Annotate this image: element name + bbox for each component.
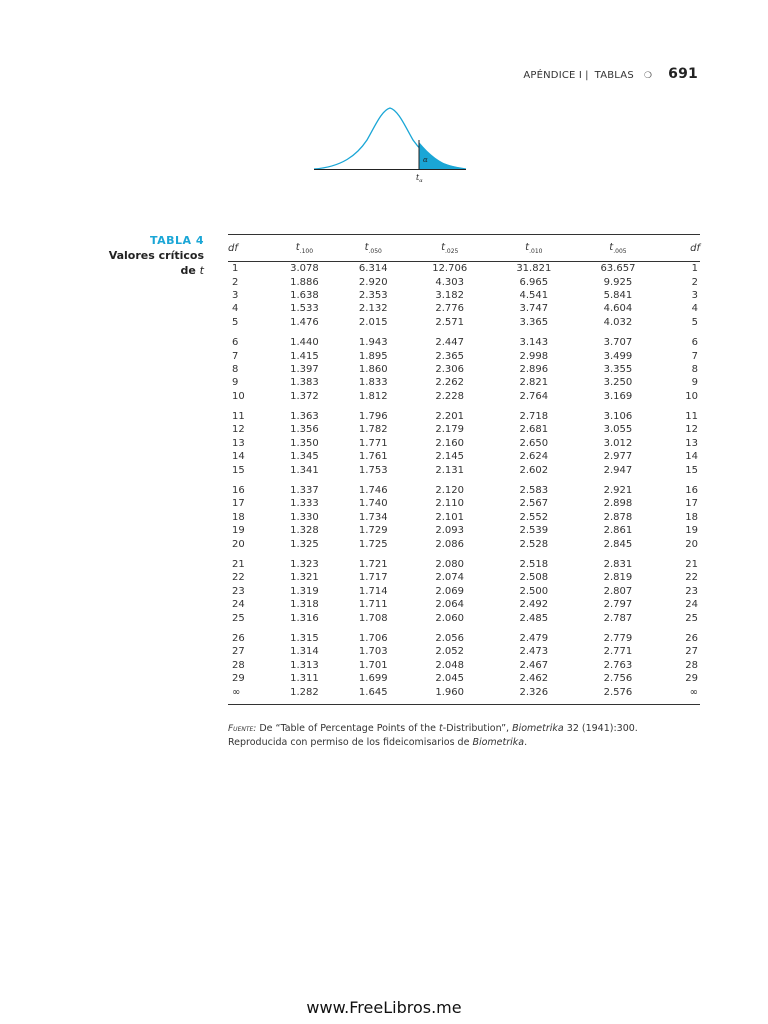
- table-row: [228, 302, 700, 315]
- value-cell: 3.012: [603, 437, 633, 449]
- col-header-df-right: df: [660, 235, 700, 262]
- value-cell: 2.479: [519, 632, 549, 644]
- value-cell: 2.074: [435, 572, 465, 584]
- value-cell: 2.132: [358, 303, 388, 315]
- value-cell: 2.878: [603, 511, 633, 523]
- df-cell: 3: [691, 289, 698, 301]
- df-cell: 11: [232, 411, 245, 423]
- df-cell: 19: [685, 525, 698, 537]
- value-cell: 2.539: [519, 525, 549, 537]
- value-cell: 1.796: [358, 411, 388, 423]
- value-cell: 2.492: [519, 599, 549, 611]
- df-cell: 27: [685, 646, 698, 658]
- separator: |: [585, 70, 589, 81]
- value-cell: 1.282: [270, 685, 339, 704]
- footer-url: www.FreeLibros.me: [306, 998, 462, 1017]
- table-row: [228, 403, 700, 423]
- value-cell: 2.807: [603, 585, 633, 597]
- df-cell: 18: [232, 511, 245, 523]
- table-row: [228, 262, 700, 276]
- value-cell: 2.080: [435, 559, 465, 570]
- value-cell: 1.476: [290, 316, 319, 328]
- value-cell: 1.325: [290, 538, 319, 550]
- df-cell: 17: [232, 498, 245, 510]
- value-cell: 2.179: [435, 424, 465, 436]
- value-cell: 63.657: [600, 263, 636, 275]
- value-cell: 2.571: [435, 316, 465, 328]
- value-cell: 2.262: [435, 377, 465, 389]
- source-note: Fuente: De “Table of Percentage Points of the t-Distribution”, Biometrika 32 (1941):300. Reproducida con permiso de los fideicomisarios de Biometrika.: [228, 723, 638, 748]
- value-cell: 2.576: [576, 685, 660, 704]
- value-cell: 2.048: [435, 659, 465, 671]
- df-cell: ∞: [228, 685, 270, 704]
- value-cell: 2.069: [435, 585, 465, 597]
- value-cell: 2.624: [519, 451, 549, 463]
- df-cell: 15: [232, 464, 245, 476]
- df-cell: 13: [232, 437, 245, 449]
- df-cell: 28: [232, 659, 245, 671]
- df-cell: 4: [691, 303, 698, 315]
- value-cell: 2.467: [519, 659, 549, 671]
- value-cell: 2.462: [519, 673, 549, 685]
- df-cell: 15: [685, 464, 698, 476]
- value-cell: 1.711: [358, 599, 388, 611]
- value-cell: 2.797: [603, 599, 633, 611]
- table-row: [228, 316, 700, 329]
- table-row: [228, 611, 700, 624]
- value-cell: 2.764: [519, 390, 549, 402]
- value-cell: 1.771: [358, 437, 388, 449]
- value-cell: 1.645: [339, 685, 408, 704]
- value-cell: 2.064: [435, 599, 465, 611]
- value-cell: 3.365: [519, 316, 549, 328]
- value-cell: 2.921: [603, 485, 633, 497]
- value-cell: 3.747: [519, 303, 549, 315]
- df-cell: 7: [691, 350, 698, 362]
- value-cell: 1.440: [290, 337, 319, 349]
- value-cell: 31.821: [516, 263, 552, 275]
- t-distribution-figure: [312, 100, 472, 190]
- df-cell: 25: [685, 612, 698, 624]
- value-cell: 1.706: [358, 632, 388, 644]
- value-cell: 2.756: [603, 673, 633, 685]
- value-cell: 1.318: [290, 599, 319, 611]
- value-cell: 6.314: [358, 263, 388, 275]
- value-cell: 1.725: [358, 538, 388, 550]
- value-cell: 1.315: [290, 632, 319, 644]
- value-cell: 2.131: [435, 464, 465, 476]
- table-row: [228, 524, 700, 537]
- value-cell: 2.110: [435, 498, 465, 510]
- table-row: [228, 625, 700, 645]
- df-cell: 16: [232, 485, 245, 497]
- value-cell: 2.326: [492, 685, 576, 704]
- value-cell: 1.337: [290, 485, 319, 497]
- table-row: [228, 685, 700, 704]
- df-cell: 14: [685, 451, 698, 463]
- value-cell: 1.397: [290, 363, 319, 375]
- df-cell: 29: [685, 673, 698, 685]
- value-cell: 1.328: [290, 525, 319, 537]
- value-cell: 1.356: [290, 424, 319, 436]
- value-cell: 2.052: [435, 646, 465, 658]
- value-cell: 2.201: [435, 411, 465, 423]
- df-cell: 8: [691, 363, 698, 375]
- table-row: [228, 511, 700, 524]
- df-cell: 2: [232, 276, 239, 288]
- value-cell: 2.602: [519, 464, 549, 476]
- df-cell: 26: [232, 632, 245, 644]
- df-cell: 5: [232, 316, 239, 328]
- df-cell: 10: [232, 390, 245, 402]
- value-cell: 2.583: [519, 485, 549, 497]
- value-cell: 2.831: [603, 559, 633, 570]
- df-cell: 7: [232, 350, 239, 362]
- df-cell: 13: [685, 437, 698, 449]
- table-row: [228, 672, 700, 685]
- df-cell: 21: [685, 559, 698, 570]
- value-cell: 2.518: [519, 559, 549, 570]
- value-cell: 3.143: [519, 337, 549, 349]
- critical-values-table: [228, 234, 700, 705]
- df-cell: 9: [232, 377, 239, 389]
- value-cell: 2.056: [435, 632, 465, 644]
- df-cell: 8: [232, 363, 239, 375]
- value-cell: 3.707: [603, 337, 633, 349]
- col-header-t050: $t_{.050}$: [339, 235, 408, 262]
- value-cell: 1.319: [290, 585, 319, 597]
- value-cell: 2.228: [435, 390, 465, 402]
- table-title: Valores críticos de t: [108, 249, 204, 277]
- value-cell: 1.333: [290, 498, 319, 510]
- table-row: [228, 349, 700, 362]
- value-cell: 2.898: [603, 498, 633, 510]
- value-cell: 3.106: [603, 411, 633, 423]
- df-cell: 21: [232, 559, 245, 570]
- t-alpha-label: $t_\alpha$: [416, 173, 423, 184]
- table-row: [228, 437, 700, 450]
- df-cell: 19: [232, 525, 245, 537]
- col-header-t010: $t_{.010}$: [492, 235, 576, 262]
- value-cell: 3.250: [603, 377, 633, 389]
- value-cell: 2.508: [519, 572, 549, 584]
- value-cell: 1.330: [290, 511, 319, 523]
- section-label: APÉNDICE I: [523, 70, 583, 81]
- table-row: [228, 551, 700, 571]
- value-cell: 2.306: [435, 363, 465, 375]
- df-cell: 23: [685, 585, 698, 597]
- table-row: [228, 598, 700, 611]
- df-cell: 20: [232, 538, 245, 550]
- value-cell: 2.821: [519, 377, 549, 389]
- df-cell: 24: [232, 599, 245, 611]
- value-cell: 2.101: [435, 511, 465, 523]
- value-cell: 5.841: [603, 289, 633, 301]
- value-cell: 1.960: [408, 685, 492, 704]
- value-cell: 2.567: [519, 498, 549, 510]
- value-cell: 2.718: [519, 411, 549, 423]
- df-cell: 16: [685, 485, 698, 497]
- value-cell: 9.925: [603, 276, 633, 288]
- value-cell: 1.703: [358, 646, 388, 658]
- df-cell: 25: [232, 612, 245, 624]
- value-cell: 12.706: [432, 263, 468, 275]
- value-cell: 1.761: [358, 451, 388, 463]
- df-cell: 20: [685, 538, 698, 550]
- value-cell: 1.886: [290, 276, 319, 288]
- value-cell: 4.303: [435, 276, 465, 288]
- table-row: [228, 376, 700, 389]
- value-cell: 2.473: [519, 646, 549, 658]
- col-header-df: df: [228, 235, 270, 262]
- table-row: [228, 450, 700, 463]
- value-cell: 1.345: [290, 451, 319, 463]
- value-cell: 1.323: [290, 559, 319, 570]
- table-row: [228, 477, 700, 497]
- col-header-t005: $t_{.005}$: [576, 235, 660, 262]
- df-cell: 11: [685, 411, 698, 423]
- value-cell: 1.363: [290, 411, 319, 423]
- value-cell: 1.699: [358, 673, 388, 685]
- value-cell: 3.169: [603, 390, 633, 402]
- df-cell: 6: [232, 337, 239, 349]
- value-cell: 2.045: [435, 673, 465, 685]
- value-cell: 1.341: [290, 464, 319, 476]
- df-cell: 23: [232, 585, 245, 597]
- value-cell: 2.776: [435, 303, 465, 315]
- df-cell: 28: [685, 659, 698, 671]
- value-cell: 1.638: [290, 289, 319, 301]
- value-cell: 1.753: [358, 464, 388, 476]
- value-cell: 3.355: [603, 363, 633, 375]
- value-cell: 1.350: [290, 437, 319, 449]
- value-cell: 1.383: [290, 377, 319, 389]
- value-cell: 2.120: [435, 485, 465, 497]
- df-cell: 3: [232, 289, 239, 301]
- value-cell: 1.746: [358, 485, 388, 497]
- col-header-t025: $t_{.025}$: [408, 235, 492, 262]
- value-cell: 1.782: [358, 424, 388, 436]
- df-cell: 24: [685, 599, 698, 611]
- value-cell: 2.977: [603, 451, 633, 463]
- value-cell: 6.965: [519, 276, 549, 288]
- df-cell: 22: [232, 572, 245, 584]
- df-cell: 27: [232, 646, 245, 658]
- table-row: [228, 497, 700, 510]
- value-cell: 1.316: [290, 612, 319, 624]
- value-cell: 4.541: [519, 289, 549, 301]
- table-row: [228, 363, 700, 376]
- value-cell: 2.086: [435, 538, 465, 550]
- table-header-row: [228, 235, 700, 262]
- col-header-t100: $t_{.100}$: [270, 235, 339, 262]
- value-cell: 2.920: [358, 276, 388, 288]
- df-cell: 22: [685, 572, 698, 584]
- value-cell: 2.447: [435, 337, 465, 349]
- value-cell: 2.861: [603, 525, 633, 537]
- value-cell: 1.372: [290, 390, 319, 402]
- df-cell: 10: [685, 390, 698, 402]
- value-cell: 1.895: [358, 350, 388, 362]
- value-cell: 1.812: [358, 390, 388, 402]
- running-head: [523, 66, 698, 82]
- table-row: [228, 463, 700, 476]
- value-cell: 2.015: [358, 316, 388, 328]
- circle-bullet-icon: ❍: [643, 71, 653, 81]
- table-row: [228, 329, 700, 349]
- df-cell: 1: [691, 263, 698, 275]
- df-cell: 9: [691, 377, 698, 389]
- value-cell: 2.845: [603, 538, 633, 550]
- value-cell: 2.552: [519, 511, 549, 523]
- value-cell: 2.353: [358, 289, 388, 301]
- value-cell: 1.415: [290, 350, 319, 362]
- value-cell: 2.819: [603, 572, 633, 584]
- value-cell: 2.650: [519, 437, 549, 449]
- value-cell: 1.717: [358, 572, 388, 584]
- df-cell: 26: [685, 632, 698, 644]
- value-cell: 1.708: [358, 612, 388, 624]
- chapter-label: TABLAS: [594, 70, 634, 81]
- value-cell: 2.528: [519, 538, 549, 550]
- table-row: [228, 645, 700, 658]
- df-cell: 2: [691, 276, 698, 288]
- value-cell: 1.714: [358, 585, 388, 597]
- value-cell: 2.681: [519, 424, 549, 436]
- density-curve: [314, 108, 466, 169]
- value-cell: 1.740: [358, 498, 388, 510]
- df-cell: 4: [232, 303, 239, 315]
- value-cell: 3.055: [603, 424, 633, 436]
- value-cell: 2.779: [603, 632, 633, 644]
- value-cell: 2.060: [435, 612, 465, 624]
- df-cell: 6: [691, 337, 698, 349]
- value-cell: 1.734: [358, 511, 388, 523]
- table-row: [228, 390, 700, 403]
- value-cell: 2.485: [519, 612, 549, 624]
- value-cell: 2.763: [603, 659, 633, 671]
- table-caption: [104, 234, 204, 278]
- value-cell: 2.771: [603, 646, 633, 658]
- value-cell: 1.701: [358, 659, 388, 671]
- page-number: 691: [668, 66, 698, 82]
- value-cell: 1.729: [358, 525, 388, 537]
- df-cell: 29: [232, 673, 245, 685]
- value-cell: 1.311: [290, 673, 319, 685]
- df-cell: 18: [685, 511, 698, 523]
- df-cell: 14: [232, 451, 245, 463]
- value-cell: 1.314: [290, 646, 319, 658]
- value-cell: 1.943: [358, 337, 388, 349]
- value-cell: 1.721: [358, 559, 388, 570]
- value-cell: 2.500: [519, 585, 549, 597]
- df-cell: ∞: [660, 685, 700, 704]
- value-cell: 1.313: [290, 659, 319, 671]
- value-cell: 2.947: [603, 464, 633, 476]
- table-row: [228, 571, 700, 584]
- value-cell: 2.365: [435, 350, 465, 362]
- value-cell: 2.787: [603, 612, 633, 624]
- value-cell: 4.604: [603, 303, 633, 315]
- table-row: [228, 659, 700, 672]
- value-cell: 2.998: [519, 350, 549, 362]
- table-row: [228, 275, 700, 288]
- value-cell: 3.078: [290, 263, 319, 275]
- value-cell: 3.182: [435, 289, 465, 301]
- value-cell: 1.860: [358, 363, 388, 375]
- table-row: [228, 585, 700, 598]
- alpha-label: α: [423, 156, 428, 164]
- value-cell: 2.145: [435, 451, 465, 463]
- table-row: [228, 289, 700, 302]
- value-cell: 2.896: [519, 363, 549, 375]
- table-label: TABLA 4: [149, 234, 204, 247]
- df-cell: 5: [691, 316, 698, 328]
- df-cell: 12: [232, 424, 245, 436]
- df-cell: 1: [232, 263, 239, 275]
- value-cell: 1.533: [290, 303, 319, 315]
- value-cell: 2.160: [435, 437, 465, 449]
- table-row: [228, 423, 700, 436]
- value-cell: 2.093: [435, 525, 465, 537]
- value-cell: 1.321: [290, 572, 319, 584]
- table-row: [228, 537, 700, 550]
- value-cell: 3.499: [603, 350, 633, 362]
- value-cell: 1.833: [358, 377, 388, 389]
- df-cell: 17: [685, 498, 698, 510]
- df-cell: 12: [685, 424, 698, 436]
- value-cell: 4.032: [603, 316, 633, 328]
